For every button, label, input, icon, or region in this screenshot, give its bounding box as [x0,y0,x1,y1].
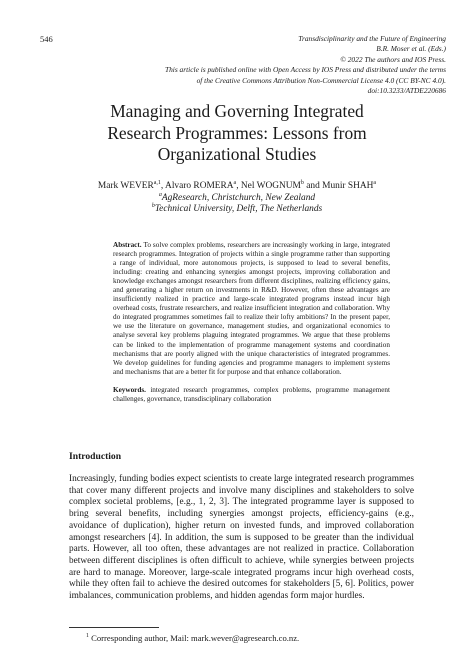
affiliation-text: AgResearch, Christchurch, New Zealand [161,192,316,203]
author-name: and Munir SHAH [303,181,374,191]
keywords-label: Keywords. [113,385,146,394]
doi-line[interactable]: doi:10.3233/ATDE220686 [367,86,446,96]
footnote-mark: 1 [86,633,89,640]
author-name: , Alvaro ROMERA [160,181,234,191]
abstract-section [113,241,390,404]
author-superscript: a,1 [153,179,161,186]
publication-header [146,34,446,96]
footnote [86,633,299,643]
header-line: © 2022 The authors and IOS Press. [340,54,446,64]
author-block [20,181,454,216]
title-line: Managing and Governing Integrated [110,101,364,121]
author-name: Mark WEVER [97,181,154,191]
affiliation [20,204,454,216]
affiliation-mark: a [158,191,162,198]
author-superscript: a [373,179,377,186]
title-line: Organizational Studies [157,144,317,164]
introduction-paragraph: Increasingly, funding bodies expect scientists to create large integrated research programmes that cover many different projects and involve many disciplines and stakeholders to solve complex societal problems, [e.g., 1, 2, 3]. The integrated programme layer is supposed to bring several benefits, including synergies amongst projects, efficiency-gains (e.g., avoidance of duplication), higher return on invested funds, and improved collaboration amongst researchers [4]. In addition, the sum is supposed to be greater than the individual parts. However, all too often, these advantages are not realized in practice. Collaboration between different disciplines is often difficult to achieve, while synergies between projects are hard to manage. Moreover, large-scale integrated programs incur high overhead costs, while they often fail to achieve the desired outcomes for stakeholders [5, 6]. Politics, power imbalances, communication problems, and hidden agendas form major hurdles. [69,474,414,602]
affiliation-text: Technical University, Delft, The Netherlands [154,204,323,214]
paper-title [20,101,454,166]
section-heading-introduction: Introduction [69,451,122,462]
abstract-text: To solve complex problems, researchers are increasingly working in large, integrated research programmes. Integration of projects within a single programme rather than supporting a range of individual, more autonomous projects, is supposed to lead to several benefits, including: creating and enhancing synergies amongst projects, improving collaboration and knowledge exchanges amongst researchers from different disciplines, realizing efficiency gains, and generating a higher return on investments in R&D. However, often these advantages are insufficiently realized in practice and large-scale integrated programs instead incur high overhead costs, frustrate researchers, and realize insufficient integration and collaboration. Why do integrated programmes sometimes fail to realize their lofty ambitions? In the present paper, we use the literature on governance, management studies, and organizational economics to analyse several key problems plaguing integrated programmes. We argue that these problems can be linked to the implementation of programme management systems and coordination mechanisms that are poorly aligned with the unique characteristics of integrated programmes. We develop guidelines for funding agencies and programme managers to implement systems and mechanisms that are a better fit for purpose and that enhance collaboration. [113,241,391,376]
affiliation-mark: b [151,202,155,209]
author-superscript: b [300,179,304,186]
header-line: This article is published online with Open Access by IOS Press and distributed under the terms [164,65,446,75]
abstract-label: Abstract. [113,241,142,249]
author-name: , Nel WOGNUM [236,181,301,191]
header-line: B.R. Moser et al. (Eds.) [376,44,446,54]
header-line: Transdisciplinarity and the Future of Engineering [298,34,446,43]
abstract-paragraph [113,241,390,377]
affiliation [20,193,454,205]
header-line: of the Creative Commons Attribution Non-Commercial License 4.0 (CC BY-NC 4.0). [196,75,446,85]
title-line: Research Programmes: Lessons from [107,122,367,143]
footnote-text: Corresponding author, Mail: mark.wever@agresearch.co.nz. [91,633,300,643]
keywords-paragraph [113,386,390,404]
footnote-divider [69,627,159,628]
author-list [20,181,454,193]
introduction-body [69,474,414,603]
page-number: 546 [40,34,53,44]
keywords-text: integrated research programmes, complex problems, programme management challenges, governance, transdisciplinary collaboration [113,385,390,403]
author-superscript: a [233,179,237,186]
